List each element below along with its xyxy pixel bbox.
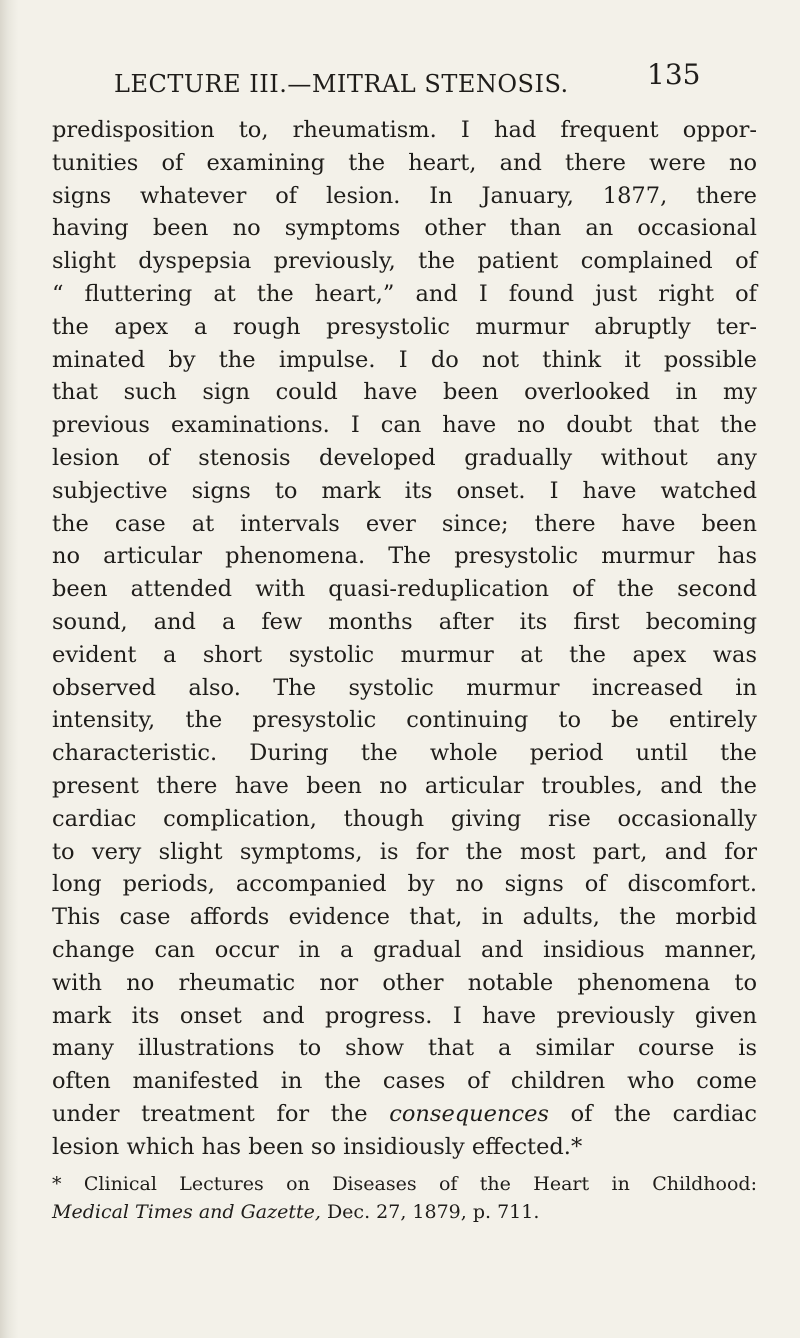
body-text [52, 114, 757, 1164]
text-line: change can occur in a gradual and insidious manner, [52, 936, 757, 963]
text-line: predisposition to, rheumatism. I had frequent oppor- [52, 117, 757, 143]
text-line [52, 1098, 757, 1131]
text-line: cardiac complication, though giving rise occasionally [52, 805, 757, 832]
text-line: sound, and a few months after its first becoming [52, 608, 757, 635]
text-line: lesion which has been so insidiously effected.* [52, 1133, 583, 1160]
text-line: mark its onset and progress. I have previously given [52, 1002, 757, 1029]
text-line: that such sign could have been overlooked in my [52, 379, 757, 406]
text-line: observed also. The systolic murmur increased in [52, 674, 757, 701]
text-line: having been no symptoms other than an occasional [52, 215, 757, 242]
text-line: often manifested in the cases of children who come [52, 1068, 757, 1095]
footnote [52, 1170, 757, 1226]
text-line: many illustrations to show that a similar course is [52, 1035, 757, 1062]
text-line: subjective signs to mark its onset. I have watched [52, 477, 757, 504]
text-line: long periods, accompanied by no signs of discomfort. [52, 871, 757, 898]
running-head-title: LECTURE III.—MITRAL STENOSIS. [114, 70, 569, 98]
page-number: 135 [647, 58, 701, 91]
footnote-line: * Clinical Lectures on Diseases of the Heart in Childhood: [52, 1172, 757, 1195]
text-line: slight dyspepsia previously, the patient complained of [52, 248, 757, 275]
text-line: with no rheumatic nor other notable phenomena to [52, 969, 757, 996]
text-line: present there have been no articular troubles, and the [52, 772, 757, 799]
footnote-line [52, 1198, 757, 1226]
text-line: intensity, the presystolic continuing to be entirely [52, 707, 757, 734]
text-line: tunities of examining the heart, and there were no [52, 149, 757, 176]
italic-word: consequences [389, 1100, 549, 1127]
footnote-source: Medical Times and Gazette, [52, 1200, 321, 1223]
page-binding-edge [0, 0, 18, 1338]
text-line: to very slight symptoms, is for the most part, and for [52, 838, 757, 865]
footnote-citation: Dec. 27, 1879, p. 711. [326, 1200, 540, 1223]
text-segment: under treatment for the [52, 1100, 368, 1127]
text-line: no articular phenomena. The presystolic murmur has [52, 543, 757, 570]
text-line: “ fluttering at the heart,” and I found just right of [52, 280, 757, 307]
text-line: previous examinations. I can have no doubt that the [52, 412, 757, 439]
running-head [52, 58, 757, 114]
text-line: the apex a rough presystolic murmur abruptly ter- [52, 313, 757, 340]
text-line: been attended with quasi-reduplication of the second [52, 576, 757, 603]
text-line: characteristic. During the whole period until the [52, 740, 757, 767]
text-line: This case affords evidence that, in adults, the morbid [52, 904, 757, 931]
text-line: lesion of stenosis developed gradually without any [52, 444, 757, 471]
text-line: the case at intervals ever since; there have been [52, 510, 757, 537]
text-segment: of the cardiac [570, 1100, 758, 1127]
text-line: minated by the impulse. I do not think it possible [52, 346, 757, 373]
text-line: evident a short systolic murmur at the apex was [52, 641, 757, 668]
book-page [52, 58, 758, 1226]
text-line: signs whatever of lesion. In January, 1877, there [52, 182, 757, 209]
